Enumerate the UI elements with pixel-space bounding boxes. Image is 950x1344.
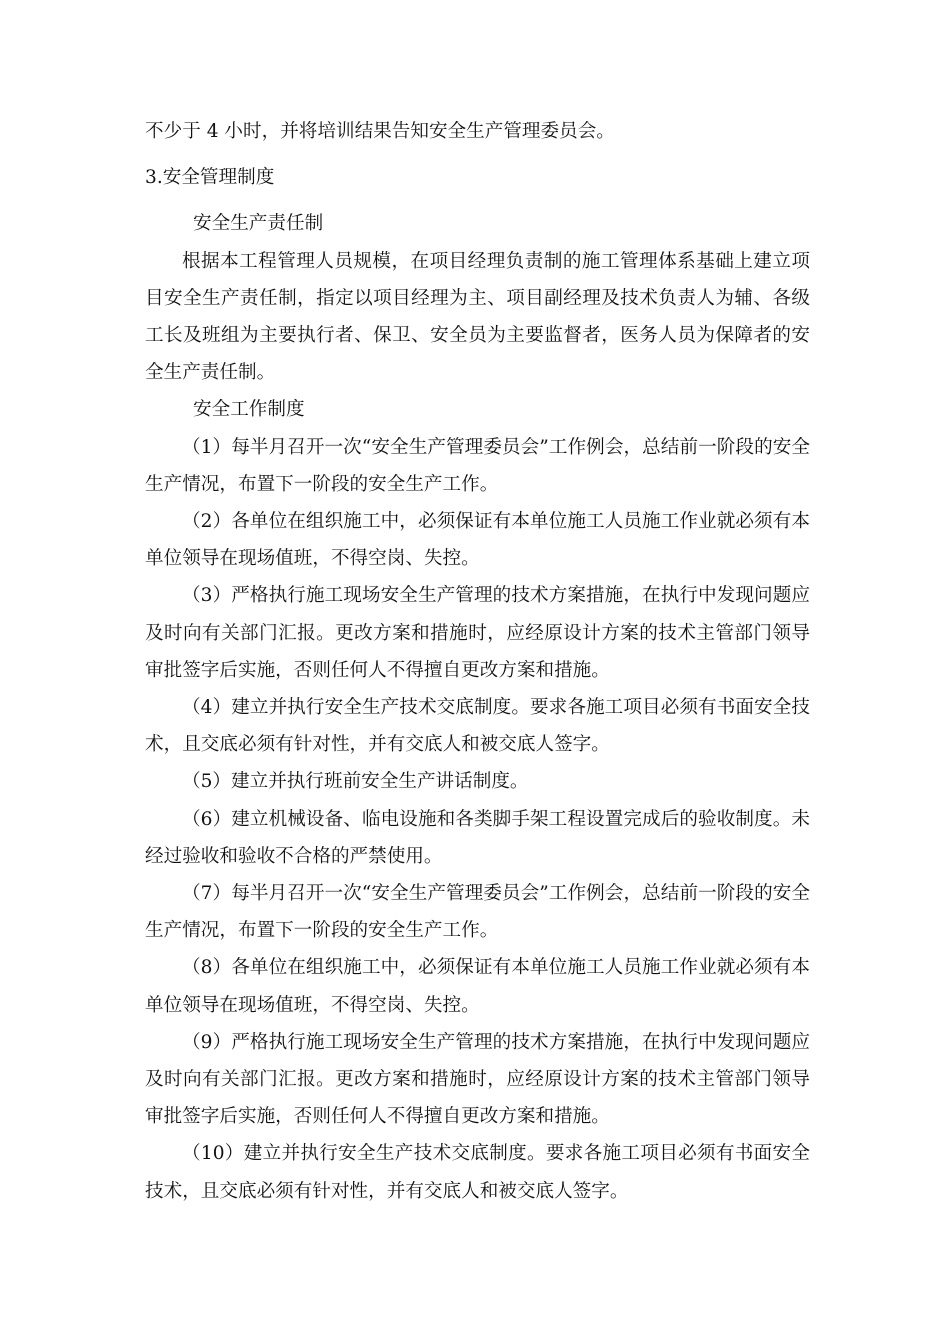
list-item: （6）建立机械设备、临电设施和各类脚手架工程设置完成后的验收制度。未经过验收和验收不合格的严禁使用。 (145, 808, 810, 867)
paragraph-continuation: 不少于 4 小时，并将培训结果告知安全生产管理委员会。 (145, 121, 615, 142)
list-item: （9）严格执行施工现场安全生产管理的技术方案措施，在执行中发现问题应及时向有关部门汇报。更改方案和措施时，应经原设计方案的技术主管部门领导审批签字后实施，否则任何人不得擅自更改方案和措施。 (145, 1031, 810, 1128)
document-body (145, 113, 810, 1210)
list-item: （1）每半月召开一次“安全生产管理委员会”工作例会，总结前一阶段的安全生产情况，布置下一阶段的安全生产工作。 (145, 436, 810, 495)
paragraph: 根据本工程管理人员规模，在项目经理负责制的施工管理体系基础上建立项目安全生产责任制，指定以项目经理为主、项目副经理及技术负责人为辅、各级工长及班组为主要执行者、保卫、安全员为主要监督者，医务人员为保障者的安全生产责任制。 (145, 250, 810, 384)
list-item: （2）各单位在组织施工中，必须保证有本单位施工人员施工作业就必须有本单位领导在现场值班，不得空岗、失控。 (145, 511, 810, 570)
list-item: （5）建立并执行班前安全生产讲话制度。 (182, 771, 529, 793)
list-item: （10）建立并执行安全生产技术交底制度。要求各施工项目必须有书面安全技术，且交底必须有针对性，并有交底人和被交底人签字。 (145, 1143, 810, 1202)
subsection-heading: 安全工作制度 (193, 399, 305, 421)
list-item: （7）每半月召开一次“安全生产管理委员会”工作例会，总结前一阶段的安全生产情况，布置下一阶段的安全生产工作。 (145, 883, 810, 942)
section-heading: 3.安全管理制度 (145, 167, 275, 189)
list-item: （8）各单位在组织施工中，必须保证有本单位施工人员施工作业就必须有本单位领导在现场值班，不得空岗、失控。 (145, 957, 810, 1016)
subsection-heading: 安全生产责任制 (193, 213, 324, 235)
list-item: （3）严格执行施工现场安全生产管理的技术方案措施，在执行中发现问题应及时向有关部门汇报。更改方案和措施时，应经原设计方案的技术主管部门领导审批签字后实施，否则任何人不得擅自更改方案和措施。 (145, 585, 810, 681)
list-item: （4）建立并执行安全生产技术交底制度。要求各施工项目必须有书面安全技术，且交底必须有针对性，并有交底人和被交底人签字。 (145, 697, 810, 756)
